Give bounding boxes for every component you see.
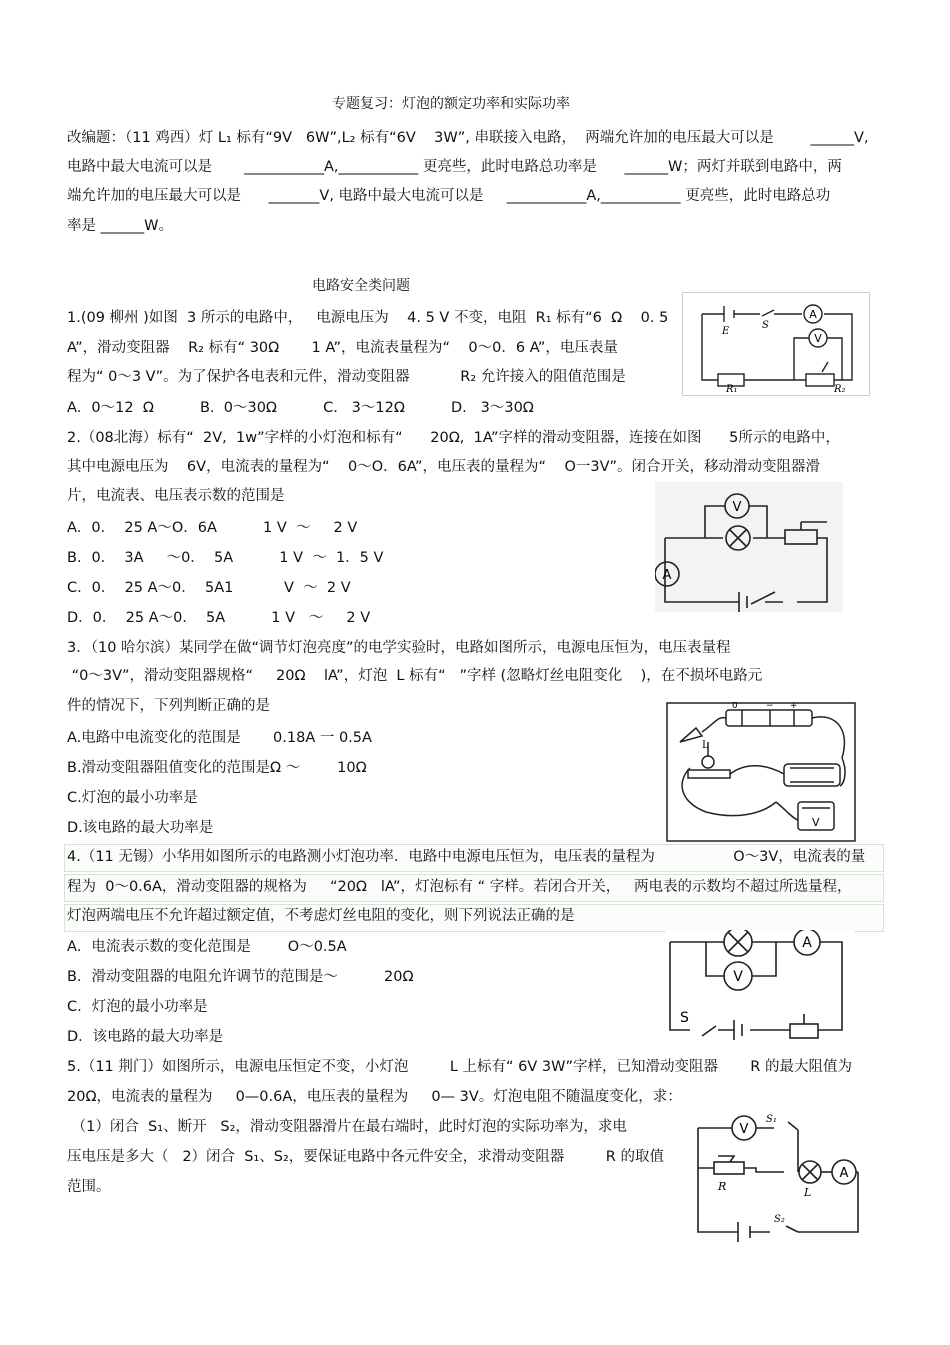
q3-fig-label-plus: + [790, 702, 798, 711]
q2-option-b: B．0． 3A ～0． 5A 1 V ～ 1．5 V [67, 550, 384, 566]
q4-line-2: 程为 0～0.6A，滑动变阻器的规格为 “20Ω lA”，灯泡标有 “ 字样。若闭合开关， 两电表的示数均不超过所选量程， [67, 879, 852, 895]
q3-fig-label-v: V [812, 816, 820, 829]
q4-fig-label-v: V [733, 969, 743, 985]
q5-fig-label-r: R [718, 1180, 727, 1193]
q3-option-b: B.滑动变阻器阻值变化的范围是Ω ～ 10Ω [67, 760, 367, 776]
q1-circuit-figure [682, 292, 870, 396]
q5-fig-label-s1: S₁ [766, 1114, 777, 1125]
q2-line-1: 2.（08北海）标有“ 2V, 1w”字样的小灯泡和标有“ 20Ω, 1A”字样的滑动变阻器，连接在如图 5所示的电路中， [67, 430, 840, 446]
intro-line-1: 改编题：（11 鸡西）灯 L₁ 标有“9V 6W”,L₂ 标有“6V 3W”, 串联接入电路， 两端允许加的电压最大可以是 ______V, [67, 130, 869, 146]
q4-line-1: 4.（11 无锡）小华用如图所示的电路测小灯泡功率．电路中电源电压恒为，电压表的量程为 O～3V，电流表的量 [67, 849, 866, 865]
q4-line-3: 灯泡两端电压不允许超过额定值，不考虑灯丝电阻的变化，则下列说法正确的是 [67, 908, 575, 924]
q5-line-4: 压电压是多大（ 2）闭合 S₁、S₂，要保证电路中各元件安全，求滑动变阻器 R 的取值 [67, 1149, 664, 1165]
q5-fig-label-a: A [839, 1166, 849, 1181]
q3-circuit-figure [666, 702, 856, 842]
q4-circuit-figure [666, 930, 854, 1050]
q2-circuit-figure [655, 482, 843, 612]
q3-line-1: 3．（10 哈尔滨）某同学在做“调节灯泡亮度”的电学实验时，电路如图所示，电源电压恒为，电压表量程 [67, 640, 731, 656]
q1-line-1: 1.(09 柳州 )如图 3 所示的电路中， 电源电压为 4. 5 V 不变，电阻 R₁ 标有“6 Ω 0. 5 [67, 310, 669, 326]
intro-line-4: 率是 ______W。 [67, 218, 173, 234]
q3-fig-label-l: L [702, 740, 709, 751]
q3-line-3: 件的情况下，下列判断正确的是 [67, 698, 270, 714]
q5-fig-label-l: L [804, 1186, 812, 1199]
q5-circuit-figure [694, 1112, 870, 1242]
q1-fig-label-a: A [809, 308, 817, 321]
q1-line-2: A”，滑动变阻器 R₂ 标有“ 30Ω 1 A”，电流表量程为“ 0～0．6 A”，电压表量 [67, 340, 618, 356]
q4-option-b: B．滑动变阻器的电阻允许调节的范围是～ 20Ω [67, 969, 414, 985]
q3-option-c: C.灯泡的最小功率是 [67, 790, 198, 806]
q5-fig-label-s2: S₂ [774, 1214, 785, 1225]
q1-fig-label-s: S [762, 320, 769, 331]
q1-fig-label-r2: R₂ [834, 384, 846, 395]
q3-line-2: “0～3V”，滑动变阻器规格“ 20Ω lA”，灯泡 L 标有“ ”字样 (忽略灯丝电阻变化 )，在不损坏电路元 [67, 668, 763, 684]
q4-fig-label-s: S [680, 1010, 689, 1026]
q1-fig-label-r1: R₁ [726, 384, 738, 395]
q1-options: A．0～12 Ω B. 0～30Ω C. 3～12Ω D. 3～30Ω [67, 400, 534, 416]
q2-option-a: A．0． 25 A～O．6A 1 V ～ 2 V [67, 520, 358, 536]
q3-fig-label-minus: − [766, 702, 774, 711]
q2-option-c: C．0． 25 A～0． 5A1 V ～ 2 V [67, 580, 351, 596]
q5-line-2: 20Ω，电流表的量程为 0—0.6A，电压表的量程为 0— 3V。灯泡电阻不随温度变化，求： [67, 1089, 682, 1105]
q5-line-1: 5.（11 荆门）如图所示，电源电压恒定不变，小灯泡 L 上标有“ 6V 3W”字样，已知滑动变阻器 R 的最大阻值为 [67, 1059, 852, 1075]
q2-fig-label-v: V [732, 500, 742, 515]
q2-option-d: D．0． 25 A～0． 5A 1 V ～ 2 V [67, 610, 371, 626]
q5-line-3: （1）闭合 S₁、断开 S₂，滑动变阻器滑片在最右端时，此时灯泡的实际功率为，求电 [67, 1119, 627, 1135]
q4-option-d: D．该电路的最大功率是 [67, 1029, 224, 1045]
q4-option-c: C．灯泡的最小功率是 [67, 999, 208, 1015]
q1-line-3: 程为“ 0～3 V”。为了保护各电表和元件，滑动变阻器 R₂ 允许接入的阻值范围是 [67, 369, 626, 385]
q3-option-d: D.该电路的最大功率是 [67, 820, 214, 836]
intro-line-2: 电路中最大电流可以是 ___________A,___________ 更亮些，此时电路总功率是 ______W；两灯并联到电路中，两 [67, 159, 842, 175]
q2-line-3: 片，电流表、电压表示数的范围是 [67, 488, 285, 504]
q5-fig-label-v: V [739, 1122, 749, 1137]
q2-line-2: 其中电源电压为 6V，电流表的量程为“ 0～O．6A”，电压表的量程为“ O一3V”。闭合开关，移动滑动变阻器滑 [67, 459, 821, 475]
q5-line-5: 范围。 [67, 1179, 111, 1195]
q3-fig-label-0: 0 [732, 702, 738, 711]
q4-fig-label-a: A [802, 935, 812, 951]
q3-option-a: A.电路中电流变化的范围是 0.18A 一 0.5A [67, 730, 372, 746]
q1-fig-label-e: E [722, 326, 730, 337]
q1-fig-label-v: V [814, 332, 822, 345]
q2-fig-label-a: A [662, 568, 672, 583]
intro-line-3: 端允许加的电压最大可以是 _______V, 电路中最大电流可以是 ___________A,___________ 更亮些，此时电路总功 [67, 188, 831, 204]
q4-option-a: A．电流表示数的变化范围是 O～0.5A [67, 939, 347, 955]
page-title: 专题复习：灯泡的额定功率和实际功率 [332, 96, 570, 112]
section-title: 电路安全类问题 [312, 278, 410, 294]
